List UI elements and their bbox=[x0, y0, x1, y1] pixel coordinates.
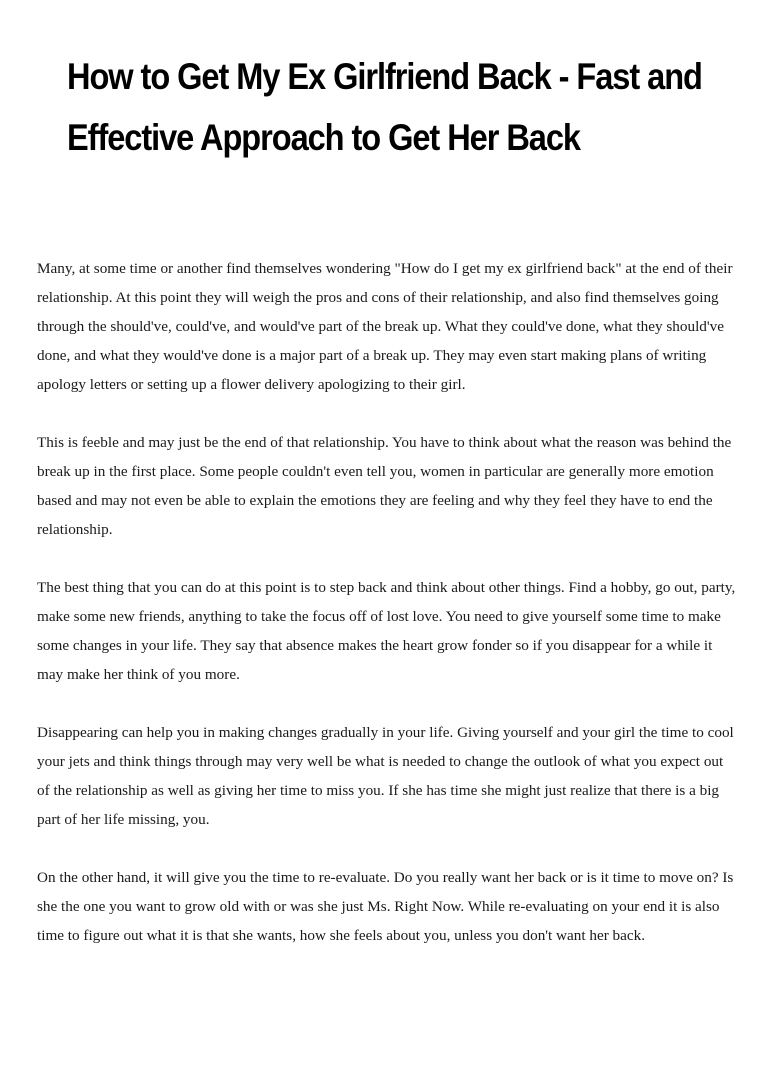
article-body bbox=[37, 254, 737, 979]
paragraph-2: This is feeble and may just be the end of that relationship. You have to think about what the reason was behind the break up in the first place. Some people couldn't even tell you, women in particular are generally more emotion based and may not even be able to explain the emotions they are feeling and why they feel they have to end the relationship. bbox=[37, 434, 732, 538]
paragraph-5: On the other hand, it will give you the time to re-evaluate. Do you really want her back or is it time to move on? Is she the one you want to grow old with or was she just Ms. Right Now. While re-evaluating on your end it is also time to figure out what it is that she wants, how she feels about you, unless you don't want her back. bbox=[37, 869, 734, 944]
paragraph-1: Many, at some time or another find themselves wondering "How do I get my ex girlfriend back" at the end of their relationship. At this point they will weigh the pros and cons of their relationship, and also find themselves going through the should've, could've, and would've part of the break up. What they could've done, what they should've done, and what they would've done is a major part of a break up. They may even start making plans of writing apology letters or setting up a flower delivery apologizing to their girl. bbox=[37, 260, 733, 393]
page-title: How to Get My Ex Girlfriend Back - Fast and Effective Approach to Get Her Back bbox=[67, 56, 702, 158]
paragraph-3: The best thing that you can do at this point is to step back and think about other things. Find a hobby, go out, party, make some new friends, anything to take the focus off of lost love. You need to give yourself some time to make some changes in your life. They say that absence makes the heart grow fonder so if you disappear for a while it may make her think of you more. bbox=[37, 579, 736, 683]
paragraph-4: Disappearing can help you in making changes gradually in your life. Giving yourself and your girl the time to cool your jets and think things through may very well be what is needed to change the outlook of what you expect out of the relationship as well as giving her time to miss you. If she has time she might just realize that there is a big part of her life missing, you. bbox=[37, 724, 734, 828]
